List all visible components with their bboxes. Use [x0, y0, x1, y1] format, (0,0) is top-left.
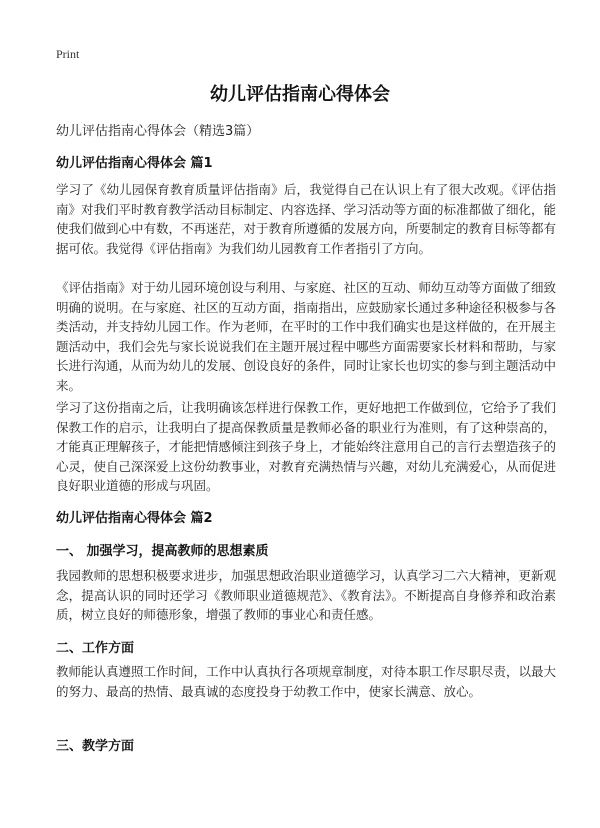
- section2-sub2-heading: 二、工作方面: [56, 641, 135, 656]
- section1-paragraph-2: 《评估指南》对于幼儿园环境创设与利用、与家庭、社区的互动、师幼互动等方面做了细致明确的说明。在与家庭、社区的互动方面，指南指出，应鼓励家长通过多种途径积极参与各类活动，并支持幼儿园工作。作为老师，在平时的工作中我们确实也是这样做的，在开展主题活动中，我们会先与家长说说我们在主题开展过程中哪些方面需要家长材料和帮助，与家长进行沟通，从而为幼儿的发展、创设良好的条件，同时让家长也切实的参与到主题活动中来。: [56, 280, 557, 393]
- page-title: 幼儿评估指南心得体会: [210, 84, 390, 105]
- section1-paragraph-3: 学习了这份指南之后，让我明确该怎样进行保教工作，更好地把工作做到位，它给予了我们保教工作的启示，让我明白了提高保教质量是教师必备的职业行为准则，有了这种崇高的，才能真正理解孩子，才能把情感倾注到孩子身上，才能始终注意用自己的言行去塑造孩子的心灵，使自己深深爱上这份幼教事业，对教育充满热情与兴趣，对幼儿充满爱心，从而促进良好职业道德的形成与巩固。: [56, 400, 557, 493]
- section1-paragraph-1: 学习了《幼儿园保育教育质量评估指南》后，我觉得自己在认识上有了很大改观。《评估指南》对我们平时教育教学活动目标制定、内容选择、学习活动等方面的标准都做了细化，能使我们做到心中有数，不再迷茫，对于教育所遵循的发展方向，所要制定的教育目标等都有据可依。我觉得《评估指南》为我们幼儿园教育工作者指引了方向。: [56, 182, 557, 256]
- section2-heading: 幼儿评估指南心得体会 篇2: [56, 511, 213, 526]
- section2-sub1-paragraph: 我园教师的思想积极要求进步，加强思想政治职业道德学习，认真学习二六大精神，更新观念，提高认识的同时还学习《教师职业道德规范》、《教育法》。不断提高自身修养和政治素质，树立良好的师德形象，增强了教师的事业心和责任感。: [56, 568, 557, 622]
- section2-sub1-heading: 一、 加强学习，提高教师的思想素质: [56, 544, 269, 559]
- section1-heading: 幼儿评估指南心得体会 篇1: [56, 156, 213, 171]
- subtitle: 幼儿评估指南心得体会（精选3篇）: [56, 124, 260, 139]
- print-link[interactable]: Print: [56, 47, 80, 61]
- section2-sub3-heading: 三、教学方面: [56, 739, 135, 754]
- section2-sub2-paragraph: 教师能认真遵照工作时间，工作中认真执行各项规章制度，对待本职工作尽职尽责，以最大的努力、最高的热情、最真诚的态度投身于幼教工作中，使家长满意、放心。: [56, 664, 557, 699]
